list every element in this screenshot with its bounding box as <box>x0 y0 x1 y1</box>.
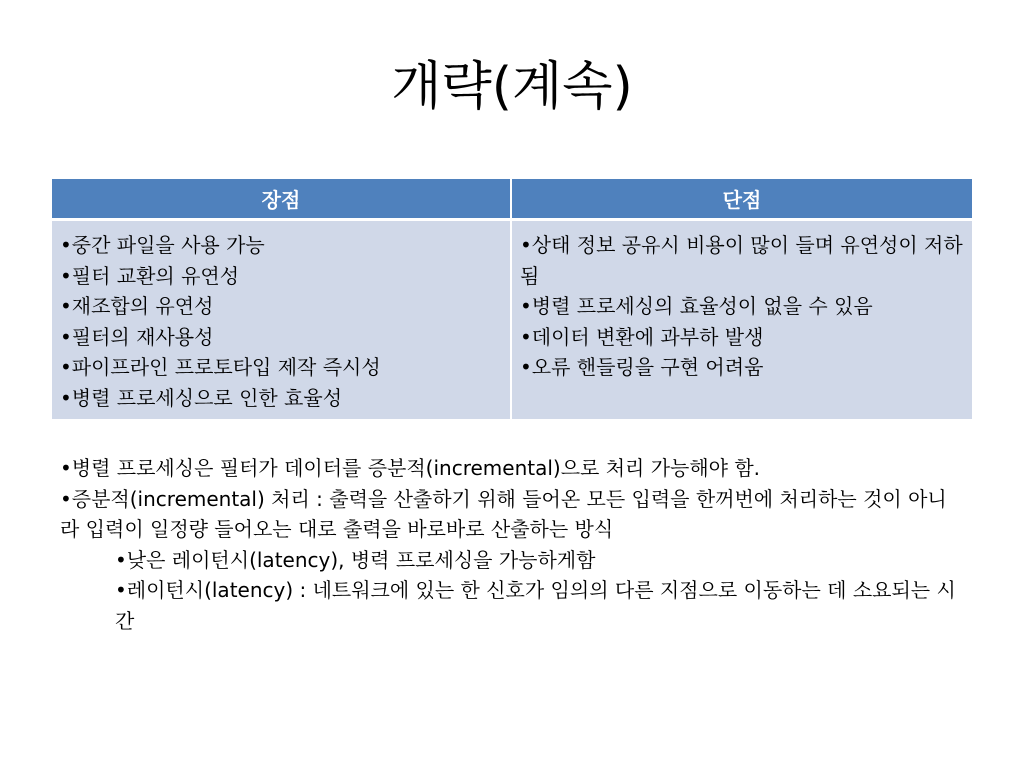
body-text <box>60 453 960 636</box>
table-header-row <box>52 179 972 220</box>
body-bullet: •증분적(incremental) 처리 : 출력을 산출하기 위해 들어온 모든 입력을 한꺼번에 처리하는 것이 아니라 입력이 일정량 들어오는 대로 출력을 바로바로 산출하는 방식 <box>60 486 947 541</box>
pros-item: •재조합의 유연성 <box>60 294 214 318</box>
table-row <box>52 220 972 420</box>
header-cons: 단점 <box>511 179 972 220</box>
body-sub-bullet: •레이턴시(latency) : 네트워크에 있는 한 신호가 임의의 다른 지점으로 이동하는 데 소요되는 시간 <box>115 578 956 633</box>
slide-title: 개략(계속) <box>391 57 633 117</box>
body-sub-bullet: •낮은 레이턴시(latency), 병력 프로세싱을 가능하게함 <box>115 547 596 572</box>
cons-cell <box>511 220 972 420</box>
body-bullet: •병렬 프로세싱은 필터가 데이터를 증분적(incremental)으로 처리 가능해야 함. <box>60 456 761 480</box>
pros-cell <box>52 220 511 420</box>
header-pros: 장점 <box>52 179 511 220</box>
pros-item: •필터의 재사용성 <box>60 324 214 349</box>
pros-item: •파이프라인 프로토타입 제작 즉시성 <box>60 355 381 379</box>
pros-item: •병렬 프로세싱으로 인한 효율성 <box>60 385 343 410</box>
cons-item: •병렬 프로세싱의 효율성이 없을 수 있음 <box>520 294 873 318</box>
cons-item: •오류 핸들링을 구현 어려움 <box>520 355 764 379</box>
pros-item: •중간 파일을 사용 가능 <box>60 233 265 257</box>
pros-cons-table <box>52 179 972 419</box>
cons-item: •상태 정보 공유시 비용이 많이 들며 유연성이 저하됨 <box>520 233 963 288</box>
pros-item: •필터 교환의 유연성 <box>60 263 240 288</box>
cons-item: •데이터 변환에 과부하 발생 <box>520 324 764 349</box>
